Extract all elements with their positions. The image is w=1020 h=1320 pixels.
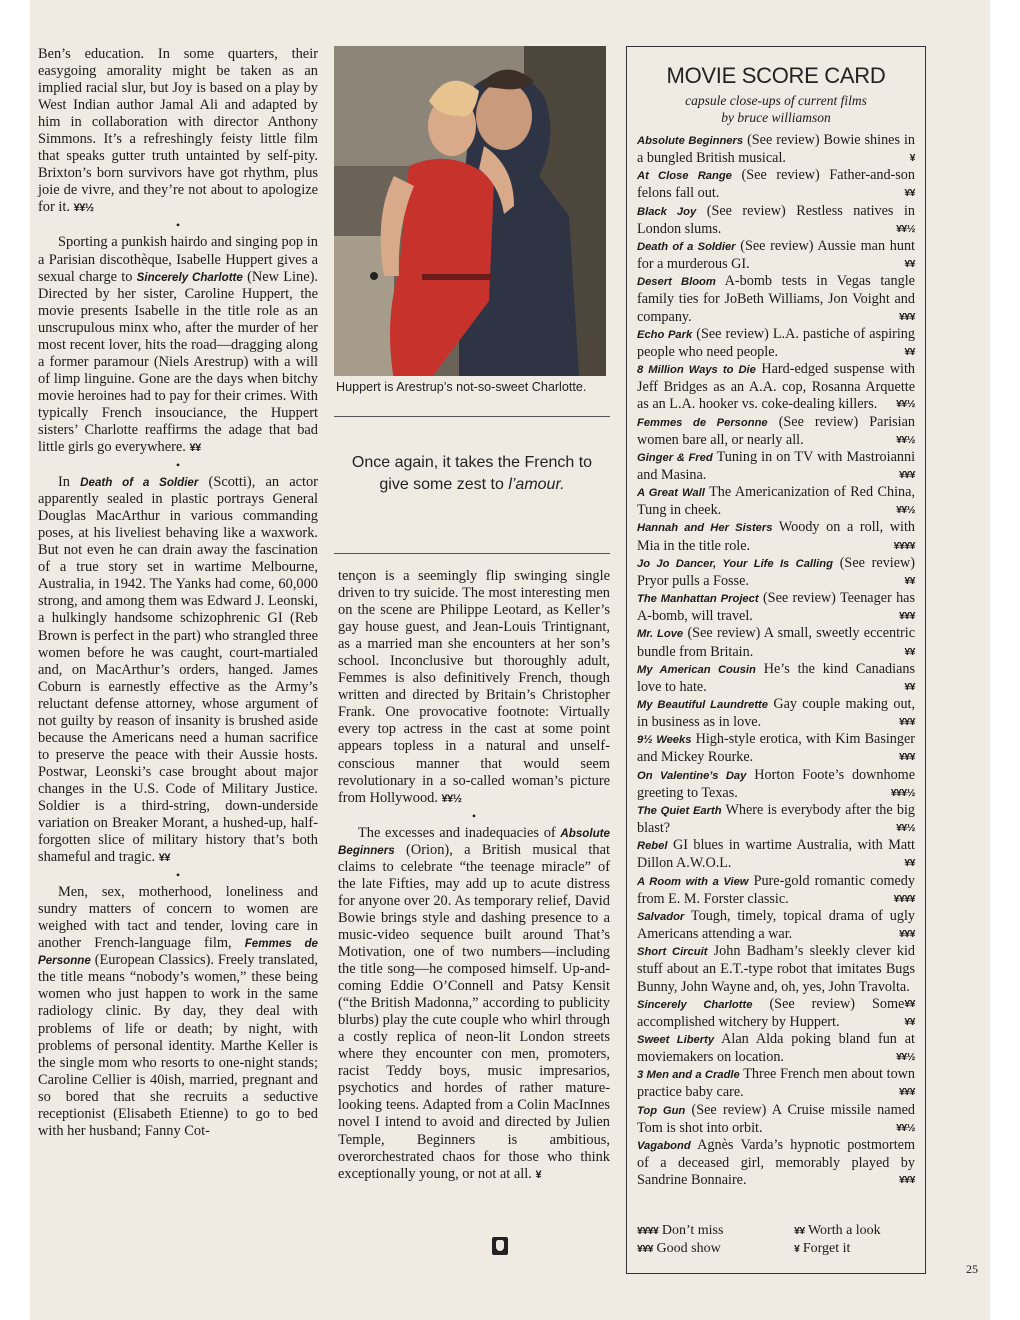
entry-text: (See review) Aussie man hunt for a murderous GI. (637, 237, 915, 273)
entry-rating: ¥¥¥¥ (893, 892, 915, 905)
score-card-entry (637, 767, 915, 802)
entry-text: (See review) Pryor pulls a Fosse. (637, 554, 916, 589)
entry-text: Three French men about town practice baby care. (637, 1066, 916, 1101)
legend-row (637, 1222, 915, 1240)
page-number: 25 (966, 1262, 978, 1276)
legend-item: ¥ Forget it (794, 1241, 851, 1256)
entry-text: (See review) Father-and-son felons fall out. (637, 167, 915, 202)
score-card-entries (637, 132, 915, 1189)
score-card-entry (637, 1102, 915, 1137)
entry-title: At Close Range (637, 170, 732, 183)
score-card-entry (637, 167, 915, 202)
entry-rating: ¥¥ (904, 680, 915, 693)
entry-title: Sweet Liberty (637, 1033, 715, 1046)
score-card-entry (637, 361, 915, 413)
entry-rating: ¥¥½ (896, 1121, 915, 1134)
entry-text: (See review) Parisian women bare all, or nearly all. (637, 413, 916, 448)
entry-rating: ¥¥¥ (898, 310, 915, 323)
score-card-entry (637, 696, 915, 731)
score-card-entry (637, 1137, 915, 1189)
pull-quote: Once again, it takes the French to give some zest to l’amour. (351, 454, 593, 493)
entry-title: On Valentine’s Day (637, 769, 747, 782)
score-card-title: MOVIE SCORE CARD (666, 63, 886, 88)
entry-text: Agnès Varda’s hypnotic postmortem of a deceased girl, memorably played by Sandrine Bonnaire. (637, 1136, 915, 1189)
entry-text: He’s the kind Canadians love to hate. (637, 660, 915, 695)
entry-title: A Great Wall (637, 487, 705, 500)
paragraph-charlotte: Sporting a punkish hairdo and singing pop in a Parisian discothèque, Isabelle Huppert gives a sexual charge to Sincerely Charlotte (New Line). Directed by her sister, Caroline Huppert, the movie presents Isabelle in the title role as an unscrupulous minx who, after the murder of her most recent lover, hits the road—dragging along a former paramour (Niels Arestrup) with a will of limp linguine. Gone are the days when bitchy movie heroines had to pay for their crimes. With typically French insouciance, the Huppert sisters’ Charlotte reaffirms the adage that bad little girls go everywhere. ¥¥ (38, 234, 318, 456)
entry-text: Woody on a roll, with Mia in the title role. (637, 519, 915, 554)
entry-rating: ¥¥½ (896, 222, 915, 235)
score-card-entry (637, 731, 915, 766)
entry-text: (See review) Some accomplished witchery by Huppert. (637, 995, 905, 1030)
entry-title: Black Joy (637, 205, 697, 218)
entry-rating: ¥¥¥ (898, 1174, 915, 1187)
film-title-death-of-a-soldier: Death of a Soldier (80, 476, 199, 490)
legend-item: ¥¥ Worth a look (794, 1223, 881, 1238)
entry-text: John Badham’s sleekly clever kid stuff about an E.T.-type robot that imitates Bugs Bunny, John Wayne and, oh, yes, John Travolta. (637, 943, 916, 995)
article-column-1 (38, 46, 318, 1140)
paragraph-beginners: The excesses and inadequacies of Absolute Beginners (Orion), a British musical that claims to celebrate “the teenage miracle” of the late Fifties, may add up to acute distress for anyone over 20. As temporary relief, David Bowie brings style and dashing presence to a music-video sequence built around That’s Motivation, one of two numbers—including the title song—he composed himself. Up-and-coming Eddie O’Connell and Patsy Kensit (“the British Madonna,” according to publicity blurbs) play the cute couple who whirl through a costly replica of neon-lit London streets where they encounter con men, promoters, racist Teddy boys, music impresarios, psychotics and hordes of rather mature-looking teens. Adapted from a Colin MacInnes novel I intend to avoid and directed by Julien Temple, Beginners is ambitious, overorchestrated chaos for those who think exceptionally young, or not at all. ¥ (338, 824, 610, 1182)
section-bullet: • (175, 458, 181, 473)
score-card-entry (637, 449, 915, 484)
score-card-entry (637, 1031, 915, 1066)
entry-text: A-bomb tests in Vegas tangle family ties for JoBeth Williams, Jon Voight and company. (637, 273, 915, 325)
entry-text: (See review) A Cruise missile named Tom is shot into orbit. (637, 1101, 915, 1136)
film-title-femmes-de-personne: Femmes de Personne (38, 937, 318, 968)
score-card-subtitle: capsule close-ups of current films by bruce williamson (685, 93, 867, 125)
entry-text: The Americanization of Red China, Tung in cheek. (637, 484, 915, 519)
entry-rating: ¥¥ (904, 997, 915, 1010)
pull-quote-emphasis: l’amour. (508, 476, 565, 493)
entry-title: Ginger & Fred (637, 451, 713, 464)
entry-title: My American Cousin (637, 663, 756, 676)
score-card-entry (637, 203, 915, 238)
entry-text: Tough, timely, topical drama of ugly Americans attending a war. (637, 907, 915, 943)
entry-text: Pure-gold romantic comedy from E. M. Forster classic. (637, 872, 915, 907)
entry-rating: ¥¥½ (896, 398, 915, 411)
entry-rating: ¥ (909, 152, 915, 165)
entry-rating: ¥¥ (904, 645, 915, 658)
entry-rating: ¥¥¥½ (890, 786, 915, 799)
score-card-entry (637, 1066, 915, 1101)
entry-title: My Beautiful Laundrette (637, 699, 768, 711)
entry-title: Femmes de Personne (637, 416, 768, 429)
entry-rating: ¥¥½ (896, 433, 915, 446)
score-card-entry (637, 590, 915, 625)
entry-title: Rebel (637, 840, 668, 853)
entry-rating: ¥¥¥ (898, 716, 915, 729)
photo-caption: Huppert is Arestrup’s not-so-sweet Charlotte. (336, 380, 587, 394)
score-card-entry (637, 873, 915, 908)
entry-title: Desert Bloom (637, 276, 716, 289)
score-card-entry (637, 908, 915, 943)
score-card-entry (637, 273, 915, 325)
entry-title: Echo Park (637, 328, 693, 341)
section-bullet: • (175, 868, 181, 883)
entry-text: (See review) Restless natives in London slums. (637, 202, 915, 237)
score-card-entry (637, 414, 915, 449)
score-card-entry (637, 837, 915, 872)
legend-item: ¥¥¥ Good show (637, 1241, 721, 1256)
rating-charlotte: ¥¥ (189, 442, 201, 455)
entry-title: Short Circuit (637, 946, 708, 959)
score-card-entry (637, 484, 915, 519)
rating-legend (637, 1222, 915, 1258)
rating-femmes: ¥¥½ (441, 792, 462, 805)
entry-rating: ¥¥ (904, 258, 915, 271)
entry-title: Absolute Beginners (637, 135, 744, 147)
score-card-entry (637, 802, 915, 837)
rating-beginners: ¥ (535, 1168, 542, 1181)
entry-text: GI blues in wartime Australia, with Matt Dillon A.W.O.L. (637, 837, 916, 872)
entry-title: 3 Men and a Cradle (637, 1069, 740, 1082)
entry-text: (See review) Bowie shines in a bungled British musical. (637, 132, 915, 167)
kissing-couple-image (334, 46, 606, 376)
entry-rating: ¥¥¥¥ (893, 539, 915, 552)
paragraph-femmes: Men, sex, motherhood, loneliness and sundry matters of concern to women are weighed with tact and tender, loving care in another French-language film, Femmes de Personne (European Classics). Freely translated, the title means “nobody’s women,” these being women who just happen to work in the same radiology clinic. By day, they deal with problems of life or death; by night, with problems of personal identity. Marthe Keller is the single mom who resorts to one-night stands; Caroline Cellier is 40ish, married, pregnant and so bored that she recruits a seductive receptionist (Elisabeth Etienne) to go to bed with her husband; Fanny Cot- (38, 884, 318, 1139)
film-title-absolute-beginners: Absolute Beginners (338, 826, 610, 857)
entry-text: Horton Foote’s downhome greeting to Texas. (637, 766, 916, 801)
entry-rating: ¥¥ (904, 574, 915, 587)
entry-title: Vagabond (637, 1139, 691, 1152)
entry-title: Mr. Love (637, 628, 684, 641)
entry-rating: ¥¥¥ (898, 1086, 915, 1099)
entry-rating: ¥¥¥ (898, 610, 915, 623)
score-card-entry (637, 555, 915, 590)
entry-text: (See review) A small, sweetly eccentric bundle from Britain. (637, 625, 915, 660)
rating-soldier: ¥¥ (158, 852, 170, 865)
legend-row (637, 1240, 915, 1258)
entry-title: 8 Million Ways to Die (637, 364, 756, 377)
entry-rating: ¥¥ (904, 345, 915, 358)
entry-title: Jo Jo Dancer, Your Life Is Calling (637, 557, 833, 570)
film-title-sincerely-charlotte: Sincerely Charlotte (136, 270, 243, 284)
entry-rating: ¥¥¥ (898, 751, 915, 764)
score-card-entry (637, 996, 915, 1031)
entry-rating: ¥¥½ (896, 504, 915, 517)
entry-title: 9½ Weeks (637, 734, 692, 747)
entry-rating: ¥¥¥ (898, 928, 915, 941)
entry-text: (See review) Teenager has A-bomb, will travel. (637, 590, 915, 625)
entry-text: Tuning in on TV with Mastroianni and Masina. (637, 448, 916, 483)
section-bullet: • (175, 218, 181, 233)
entry-text: Where is everybody after the big blast? (637, 801, 915, 837)
paragraph-joy: Ben’s education. In some quarters, their easygoing amorality might be taken as an implied racial slur, but Joy is based on a play by West Indian author Jamal Ali and adapted by him in collaboration with director Anthony Simmons. It’s a refreshingly feisty little film that speaks gutter truth untainted by self-pity. Brixton’s born survivors have got rhythm, plus joie de vivre, and they’re not about to apologize for it. ¥¥½ (38, 46, 318, 216)
rating-joy: ¥¥½ (73, 202, 94, 215)
entry-title: Death of a Soldier (637, 240, 736, 253)
entry-rating: ¥¥ (904, 187, 915, 200)
entry-rating: ¥¥¥ (898, 468, 915, 481)
entry-text: Hard-edged suspense with Jeff Bridges as an A.A. cop, Rosanna Arquette as an L.A. hooker vs. coke-dealing killers. (637, 361, 915, 413)
entry-text: High-style erotica, with Kim Basinger and Mickey Rourke. (637, 731, 916, 766)
section-bullet: • (471, 808, 477, 823)
entry-text: Alan Alda poking bland fun at moviemakers on location. (637, 1030, 915, 1066)
score-card-entry (637, 661, 915, 696)
entry-title: Salvador (637, 910, 685, 923)
film-still-photo (334, 46, 606, 376)
entry-title: Sincerely Charlotte (637, 998, 753, 1011)
entry-rating: ¥¥½ (896, 822, 915, 835)
entry-title: Top Gun (637, 1104, 686, 1117)
score-card-entry (637, 326, 915, 361)
paragraph-soldier: In Death of a Soldier (Scotti), an actor apparently sealed in plastic portrays General Douglas MacArthur in various commanding poses, at his liveliest behaving like a waxwork. But not even he can drain away the fascination of a true story set in wartime Melbourne, Australia, in 1942. The Yanks had come, 60,000 strong, and among them was Edward J. Leonski, a hulkingly handsome schizophrenic GI (Reb Brown is perfect in the part) who strangled three women before he was caught, court-martialed and, on MacArthur’s orders, hanged. James Coburn is earnestly effective as the Army’s reluctant defense attorney, whose argument of not guilty by reason of insanity is brushed aside because the Americans need a human sacrifice to preserve the peace with their Aussie hosts. Postwar, Leonski’s case brought about major changes in the U.S. Code of Military Justice. Soldier is a third-string, down-underside variation on Breaker Morant, a hushed-up, half-forgotten slice of military history that’s both shameful and tragic. ¥¥ (38, 474, 318, 866)
entry-title: The Manhattan Project (637, 593, 759, 606)
paragraph-femmes-cont: tençon is a seemingly flip swinging single driven to try suicide. The most interesting men on the scene are Philippe Leotard, as Keller’s gay house guest, and Jean-Louis Trintignant, as a married man she encounters at her son’s school. Inconclusive but thoroughly adult, Femmes is also definitively French, though written and directed by Britain’s Christopher Frank. One provocative footnote: Virtually every top actress in the cast at some point appears topless in a natural and unself-conscious manner that would seem revolutionary in a so-called woman’s picture from Hollywood. ¥¥½ (338, 568, 610, 806)
entry-title: Hannah and Her Sisters (637, 522, 773, 535)
score-card-entry (637, 519, 915, 554)
bunny-logo-icon (492, 1237, 508, 1255)
legend-item: ¥¥¥¥ Don’t miss (637, 1223, 724, 1238)
entry-rating: ¥¥½ (896, 1051, 915, 1064)
score-card-entry (637, 238, 915, 273)
score-card-entry (637, 132, 915, 167)
score-card-entry (637, 625, 915, 660)
entry-rating: ¥¥ (904, 857, 915, 870)
entry-text: Gay couple making out, in business as in love. (637, 696, 916, 731)
divider-rule (334, 553, 610, 554)
article-column-2 (338, 568, 610, 1184)
entry-title: The Quiet Earth (637, 804, 722, 817)
entry-rating: ¥¥ (904, 1015, 915, 1028)
divider-rule (334, 416, 610, 417)
movie-score-card (626, 46, 926, 1274)
entry-title: A Room with a View (637, 875, 749, 888)
entry-text: (See review) L.A. pastiche of aspiring people who need people. (637, 325, 915, 360)
